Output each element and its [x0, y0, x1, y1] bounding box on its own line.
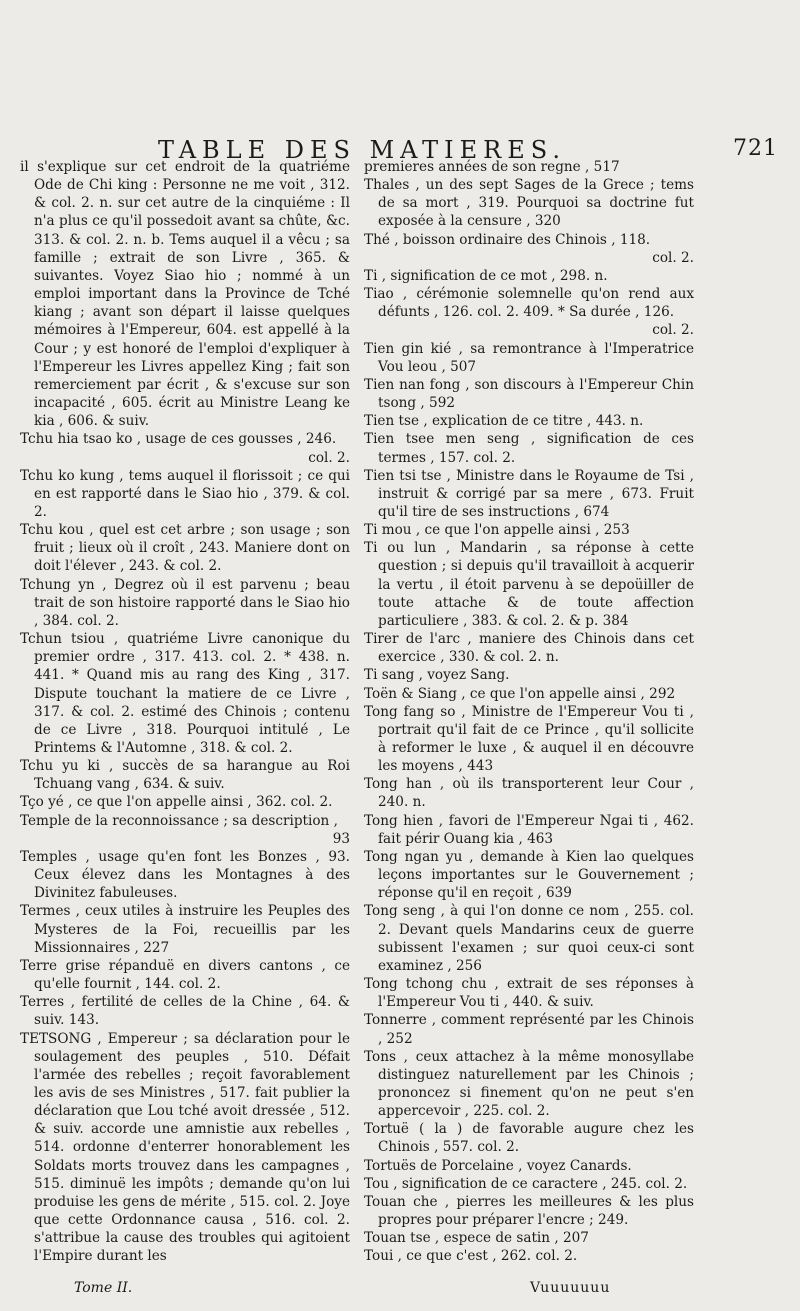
index-entry: Tortuës de Porcelaine , voyez Canards.	[364, 1157, 632, 1174]
index-entry: premieres années de son regne , 517	[364, 159, 620, 175]
index-entry: Touan che , pierres les meilleures & les plus propres pour préparer l'encre ; 249.	[364, 1193, 694, 1229]
index-entry: Tong han , où ils transporterent leur Cour , 240. n.	[364, 776, 694, 811]
index-entry: Toën & Siang , ce que l'on appelle ainsi , 292	[364, 685, 676, 702]
index-entry: Tien tse , explication de ce titre , 443. n.	[364, 413, 644, 430]
index-entry: Tong hien , favori de l'Empereur Ngai ti , 462. fait périr Ouang kia , 463	[364, 812, 694, 847]
page-title: TABLE DES MATIERES.	[158, 136, 566, 164]
index-entry: Tong fang so , Ministre de l'Empereur Vou ti , portrait qu'il fait de ce Prince , qu'il sollicite à reformer le luxe , & auquel il en découvre les moyens , 443	[364, 703, 694, 775]
index-entry: col. 2.	[308, 449, 350, 466]
index-entry: Tchu hia tsao ko , usage de ces gousses , 246.	[20, 431, 337, 448]
index-entry: Ti , signification de ce mot , 298. n.	[364, 267, 608, 284]
index-entry: Thales , un des sept Sages de la Grece ; tems de sa mort , 319. Pourquoi sa doctrine fut exposée à la censure , 320	[364, 177, 694, 230]
index-entry: Tong ngan yu , demande à Kien lao quelques leçons importantes sur le Gouvernement ; réponse qu'il en reçoit , 639	[364, 848, 694, 902]
index-entry: Tchung yn , Degrez où il est parvenu ; beau trait de son histoire rapporté dans le Siao hio , 384. col. 2.	[20, 576, 350, 629]
index-entry: Temple de la reconnoissance ; sa description ,	[20, 812, 338, 829]
index-entry: Tien nan fong , son discours à l'Empereur Chin tsong , 592	[364, 376, 694, 412]
index-entry: Ti ou lun , Mandarin , sa réponse à cette question ; si depuis qu'il travailloit à acquerir la vertu , il étoit parvenu à se depoüiller de toute attache & de toute affection particuliere , 383. & col. 2. & p. 384	[364, 540, 694, 629]
index-entry: Tchun tsiou , quatriéme Livre canonique du premier ordre , 317. 413. col. 2. * 438. n. 441. * Quand mis au rang des King , 317. Dispute touchant la matiere de ce Livre , 317. & col. 2. estimé des Chinois ; contenu de ce Livre , 318. Pourquoi intitulé , Le Printems & l'Automne , 318. & col. 2.	[20, 631, 350, 756]
index-entry: Tien gin kié , sa remontrance à l'Imperatrice Vou leou , 507	[364, 340, 694, 375]
index-entry: Tchu ko kung , tems auquel il florissoit ; ce qui en est rapporté dans le Siao hio , 379. & col. 2.	[20, 467, 350, 520]
index-entry: col. 2.	[652, 322, 694, 339]
signature-mark: Vuuuuuuu	[530, 1280, 611, 1296]
index-entry: 93	[332, 830, 350, 847]
index-entry: Thé , boisson ordinaire des Chinois , 118.	[364, 231, 651, 248]
index-entry: Tons , ceux attachez à la même monosyllabe distinguez naturellement par les Chinois ; prononcez si finement qu'on ne peut s'en appercevoir , 225. col. 2.	[364, 1048, 694, 1120]
index-entry: Ti mou , ce que l'on appelle ainsi , 253	[364, 522, 630, 539]
index-entry: Tonnerre , comment représenté par les Chinois , 252	[364, 1012, 694, 1047]
index-entry: Tço yé , ce que l'on appelle ainsi , 362. col. 2.	[20, 794, 333, 811]
index-entry: Tou , signification de ce caractere , 245. col. 2.	[364, 1175, 688, 1192]
index-entry: Tirer de l'arc , maniere des Chinois dans cet exercice , 330. & col. 2. n.	[364, 631, 694, 666]
index-entry: Tong tchong chu , extrait de ses réponses à l'Empereur Vou ti , 440. & suiv.	[364, 976, 694, 1011]
index-entry: Tiao , cérémonie solemnelle qu'on rend aux défunts , 126. col. 2. 409. * Sa durée , 126.	[364, 286, 694, 321]
volume-label: Tome II.	[74, 1280, 133, 1296]
index-entry: Tchu kou , quel est cet arbre ; son usage ; son fruit ; lieux où il croît , 243. Maniere dont on doit l'élever , 243. & col. 2.	[20, 522, 350, 575]
index-entry: Touan tse , espece de satin , 207	[364, 1230, 589, 1247]
index-entry: Tien tsi tse , Ministre dans le Royaume de Tsi , instruit & corrigé par sa mere , 673. Fruit qu'il tire de ses instructions , 674	[364, 467, 694, 520]
index-entry: Tchu yu ki , succès de sa harangue au Roi Tchuang vang , 634. & suiv.	[20, 758, 350, 793]
index-entry: Toui , ce que c'est , 262. col. 2.	[364, 1248, 578, 1265]
index-entry: Termes , ceux utiles à instruire les Peuples des Mysteres de la Foi, recueillis par les Missionnaires , 227	[20, 903, 350, 956]
index-entry: col. 2.	[652, 249, 694, 266]
page-number: 721	[733, 136, 778, 161]
index-entry: Tien tsee men seng , signification de ces termes , 157. col. 2.	[364, 431, 694, 466]
index-entry: Tong seng , à qui l'on donne ce nom , 255. col. 2. Devant quels Mandarins ceux de guerre subissent l'examen ; sur quoi ceux-ci sont examinez , 256	[364, 903, 694, 974]
index-entry: Terres , fertilité de celles de la Chine , 64. & suiv. 143.	[20, 994, 350, 1029]
index-entry: Terre grise répanduë en divers cantons , ce qu'elle fournit , 144. col. 2.	[20, 957, 350, 993]
index-column-left	[20, 158, 350, 1266]
index-entry: Temples , usage qu'en font les Bonzes , 93. Ceux élevez dans les Montagnes à des Divinitez fabuleuses.	[20, 848, 350, 902]
index-entry: Tortuë ( la ) de favorable augure chez les Chinois , 557. col. 2.	[364, 1121, 694, 1156]
index-entry: Ti sang , voyez Sang.	[364, 667, 510, 684]
index-column-right	[364, 158, 694, 1266]
index-entry: il s'explique sur cet endroit de la quatriéme Ode de Chi king : Personne ne me voit , 312. & col. 2. n. sur cet autre de la cinquiéme : Il n'a plus ce qu'il possedoit avant sa chûte, &c. 313. & col. 2. n. b. Tems auquel il a vêcu ; sa famille ; extrait de son Livre , 365. & suivantes. Voyez Siao hio ; nommé à un emploi important dans la Province de Tché kiang ; avant son départ il laisse quelques mémoires à l'Empereur, 604. est appellé à la Cour ; y est honoré de l'emploi d'expliquer à l'Empereur les Livres appellez King ; fait son remerciement par écrit , & s'excuse sur son incapacité , 605. écrit au Ministre Leang ke kia , 606. & suiv.	[20, 159, 350, 430]
index-entry: TETSONG , Empereur ; sa déclaration pour le soulagement des peuples , 510. Défait l'armée des rebelles ; reçoit favorablement les avis de ses Ministres , 517. fait publier la déclaration que Lou tché avoit dressée , 512. & suiv. accorde une amnistie aux rebelles , 514. ordonne d'enterrer honorablement les Soldats morts trouvez dans les campagnes , 515. diminuë les impôts ; demande qu'on lui produise les gens de mérite , 515. col. 2. Joye que cette Ordonnance causa , 516. col. 2. s'attribue la cause des troubles qui agitoient l'Empire durant les	[20, 1030, 350, 1265]
